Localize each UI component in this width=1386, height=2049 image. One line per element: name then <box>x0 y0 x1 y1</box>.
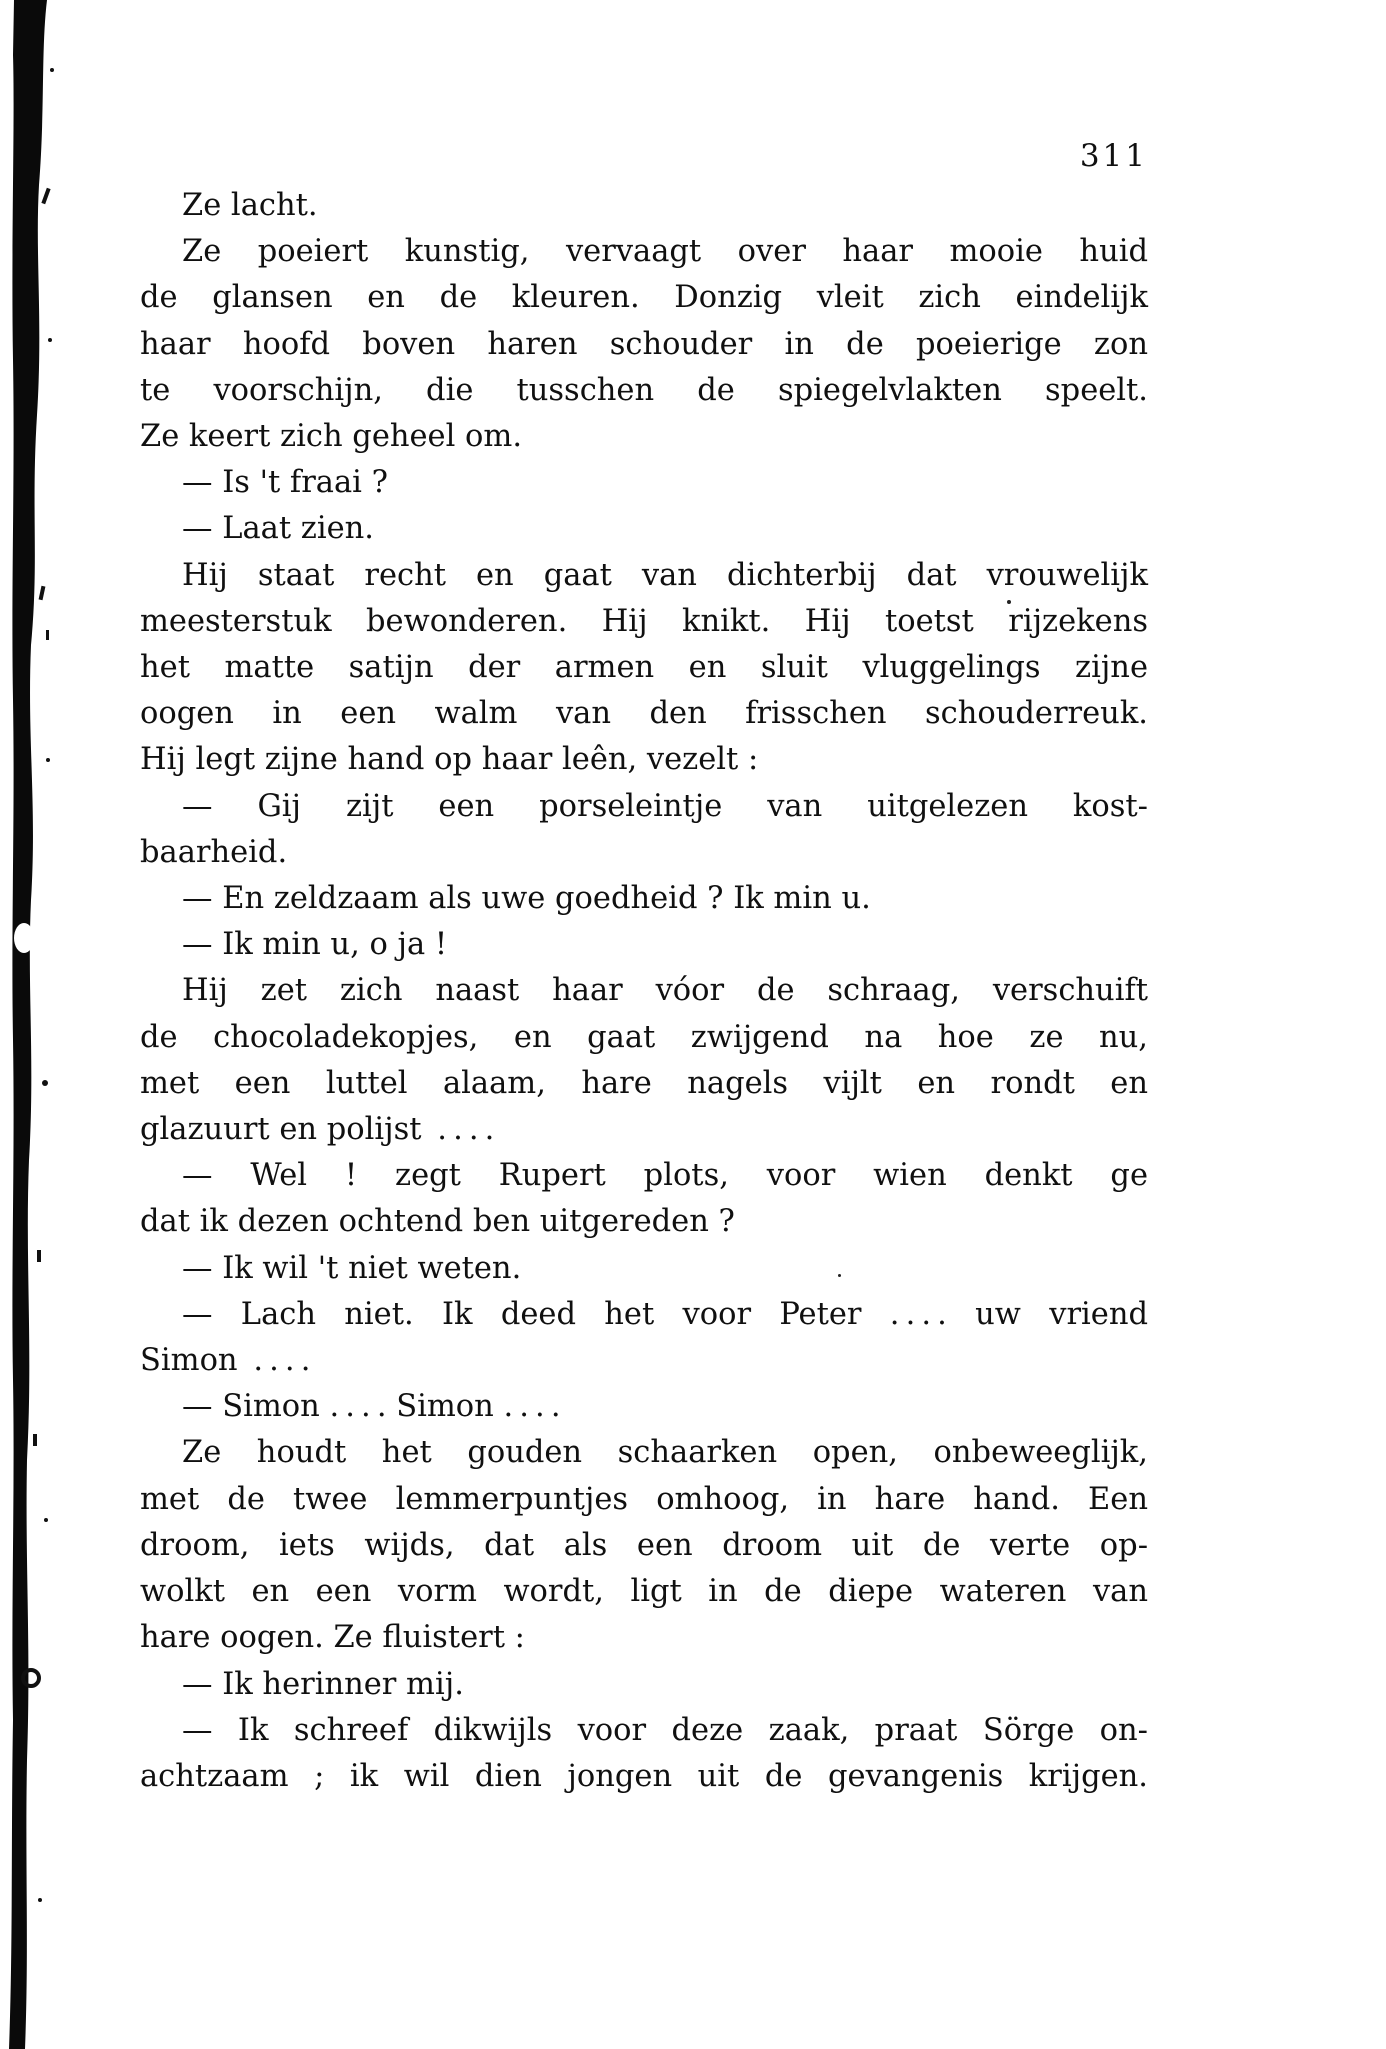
text-line: Ze poeiert kunstig, vervaagt over haar mooie huid <box>182 234 1148 270</box>
text-line: — Ik schreef dikwijls voor deze zaak, praat Sörge on- <box>182 1712 1148 1748</box>
text-line: — Is 't fraai ? <box>182 465 388 501</box>
text-line: Hij legt zijne hand op haar leên, vezelt : <box>140 742 759 778</box>
text-line: dat ik dezen ochtend ben uitgereden ? <box>140 1204 735 1240</box>
text-line: — Ik wil 't niet weten. <box>182 1250 522 1286</box>
binding-shadow <box>0 0 70 2049</box>
text-line: te voorschijn, die tusschen de spiegelvlakten speelt. <box>140 372 1148 408</box>
text-line: oogen in een walm van den frisschen schouderreuk. <box>140 696 1148 732</box>
text-line: wolkt en een vorm wordt, ligt in de diepe wateren van <box>140 1574 1148 1610</box>
text-line: — Ik min u, o ja ! <box>182 927 448 963</box>
text-line: — Gij zijt een porseleintje van uitgelezen kost- <box>182 788 1148 824</box>
text-line: Hij zet zich naast haar vóor de schraag, verschuift <box>182 973 1148 1009</box>
text-line: — Lach niet. Ik deed het voor Peter . . . . uw vriend <box>182 1296 1148 1332</box>
text-line: achtzaam ; ik wil dien jongen uit de gevangenis krijgen. <box>140 1758 1148 1794</box>
text-line: met de twee lemmerpuntjes omhoog, in hare hand. Een <box>140 1481 1148 1517</box>
text-line: baarheid. <box>140 834 288 870</box>
text-block <box>140 183 1148 1800</box>
text-line: de glansen en de kleuren. Donzig vleit zich eindelijk <box>140 280 1148 316</box>
text-line: — Wel ! zegt Rupert plots, voor wien denkt ge <box>182 1158 1148 1194</box>
text-line: — En zeldzaam als uwe goedheid ? Ik min u. <box>182 881 871 917</box>
text-line: — Ik herinner mij. <box>182 1666 464 1702</box>
text-line: Ze lacht. <box>182 188 318 223</box>
text-line: — Laat zien. <box>182 511 374 547</box>
text-line: met een luttel alaam, hare nagels vijlt en rondt en <box>140 1065 1148 1101</box>
text-line: — Simon . . . . Simon . . . . <box>182 1389 561 1425</box>
text-line: haar hoofd boven haren schouder in de poeierige zon <box>140 326 1148 362</box>
page-number: 311 <box>1079 138 1148 174</box>
text-line: Simon . . . . <box>140 1343 311 1379</box>
text-line: droom, iets wijds, dat als een droom uit de verte op- <box>140 1527 1148 1563</box>
text-line: glazuurt en polijst . . . . <box>140 1112 495 1148</box>
text-line: Hij staat recht en gaat van dichterbij dat vrouwelijk <box>182 557 1148 593</box>
text-line: Ze houdt het gouden schaarken open, onbeweeglijk, <box>182 1435 1148 1471</box>
text-line: het matte satijn der armen en sluit vluggelings zijne <box>140 650 1148 686</box>
text-line: meesterstuk bewonderen. Hij knikt. Hij toetst rijzekens <box>140 603 1148 639</box>
text-line: Ze keert zich geheel om. <box>140 419 523 455</box>
text-line: hare oogen. Ze fluistert : <box>140 1620 525 1656</box>
text-line: de chocoladekopjes, en gaat zwijgend na hoe ze nu, <box>140 1019 1148 1055</box>
